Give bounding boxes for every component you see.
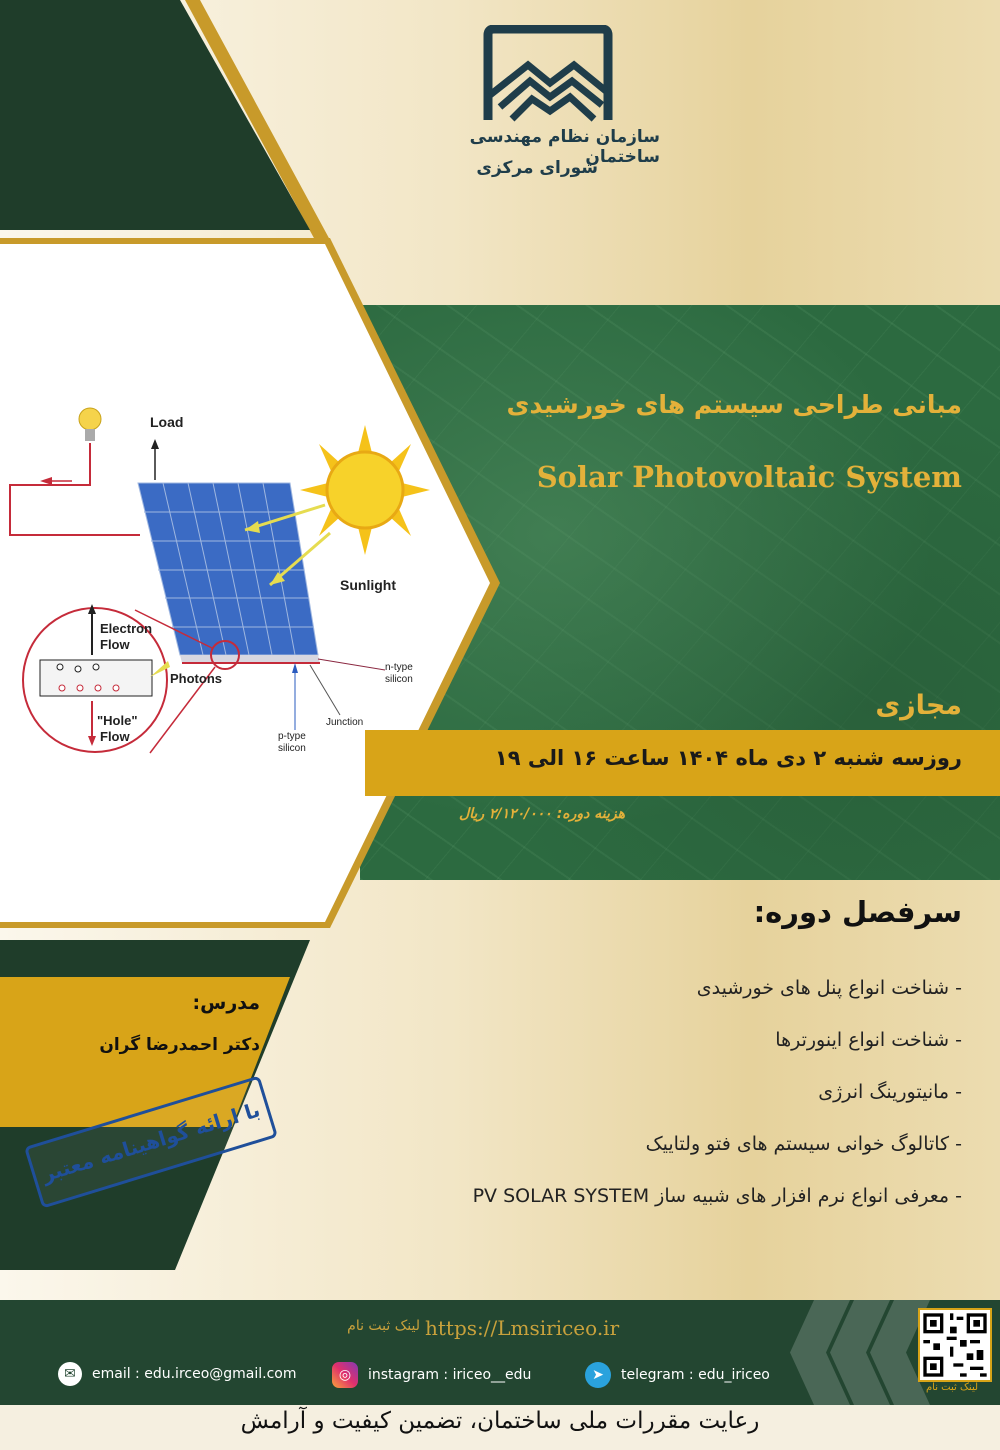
diagram-photons-label: Photons (170, 671, 222, 686)
qr-label: لینک ثبت نام (925, 1382, 979, 1393)
logo-icon (478, 25, 618, 125)
instagram-contact[interactable] (332, 1362, 531, 1388)
diagram-ntype-label-2: silicon (385, 674, 413, 685)
syllabus-item: - معرفی انواع نرم افزار های شبیه ساز PV SOLAR SYSTEM (472, 1185, 962, 1207)
diagram-sunlight-label: Sunlight (340, 577, 396, 593)
teacher-name: دکتر احمدرضا گران (99, 1035, 260, 1055)
mail-icon: ✉ (58, 1362, 82, 1386)
course-datetime: روزسه شنبه ۲ دی ماه ۱۴۰۴ ساعت ۱۶ الی ۱۹ (494, 746, 962, 770)
organization-name: سازمان نظام مهندسی ساختمان (469, 127, 660, 167)
diagram-hole-label-1: "Hole" (97, 713, 138, 728)
instagram-icon: ◎ (332, 1362, 358, 1388)
syllabus-list (342, 973, 962, 1233)
email-contact[interactable] (58, 1362, 297, 1386)
syllabus-title: سرفصل دوره: (753, 895, 962, 929)
diagram-load-label: Load (150, 414, 184, 430)
organization-subtitle: شورای مرکزی (476, 158, 598, 178)
qr-code-icon[interactable] (918, 1308, 992, 1382)
course-fee: هزینه دوره: ۲/۱۲۰/۰۰۰ ریال (458, 806, 625, 822)
diagram-hole-label-2: Flow (100, 729, 130, 744)
syllabus-item: - مانیتورینگ انرژی (818, 1081, 962, 1103)
certificate-stamp: با ارائه گواهینامه معتبر (24, 1075, 278, 1208)
telegram-contact[interactable] (585, 1362, 770, 1388)
slogan: رعایت مقررات ملی ساختمان، تضمین کیفیت و آرامش (240, 1408, 760, 1434)
instagram-text: instagram : iriceo__edu (368, 1367, 532, 1383)
course-mode: مجازی (875, 690, 962, 721)
diagram-junction-label: Junction (326, 717, 364, 728)
solar-cell-diagram (0, 405, 460, 760)
telegram-text: telegram : edu_iriceo (621, 1367, 770, 1383)
course-title-en: Solar Photovoltaic System (536, 460, 962, 494)
syllabus-item: - شناخت انواع پنل های خورشیدی (696, 977, 962, 999)
registration-label: لینک ثبت نام (347, 1318, 420, 1334)
diagram-ptype-label-1: p-type (278, 731, 306, 742)
diagram-electron-label-1: Electron (100, 621, 153, 636)
teacher-label: مدرس: (192, 992, 260, 1014)
diagram-ptype-label-2: silicon (278, 743, 306, 754)
telegram-icon: ➤ (585, 1362, 611, 1388)
registration-link[interactable]: https://Lmsiriceo.ir (425, 1316, 620, 1340)
diagram-ntype-label-1: n-type (385, 662, 413, 673)
diagram-electron-label-2: Flow (100, 637, 130, 652)
course-title-fa: مبانی طراحی سیستم های خورشیدی (506, 390, 962, 419)
syllabus-item: - شناخت انواع اینورترها (775, 1029, 962, 1051)
email-text: email : edu.irceo@gmail.com (92, 1366, 297, 1382)
syllabus-item: - کاتالوگ خوانی سیستم های فتو ولتاییک (645, 1133, 962, 1155)
